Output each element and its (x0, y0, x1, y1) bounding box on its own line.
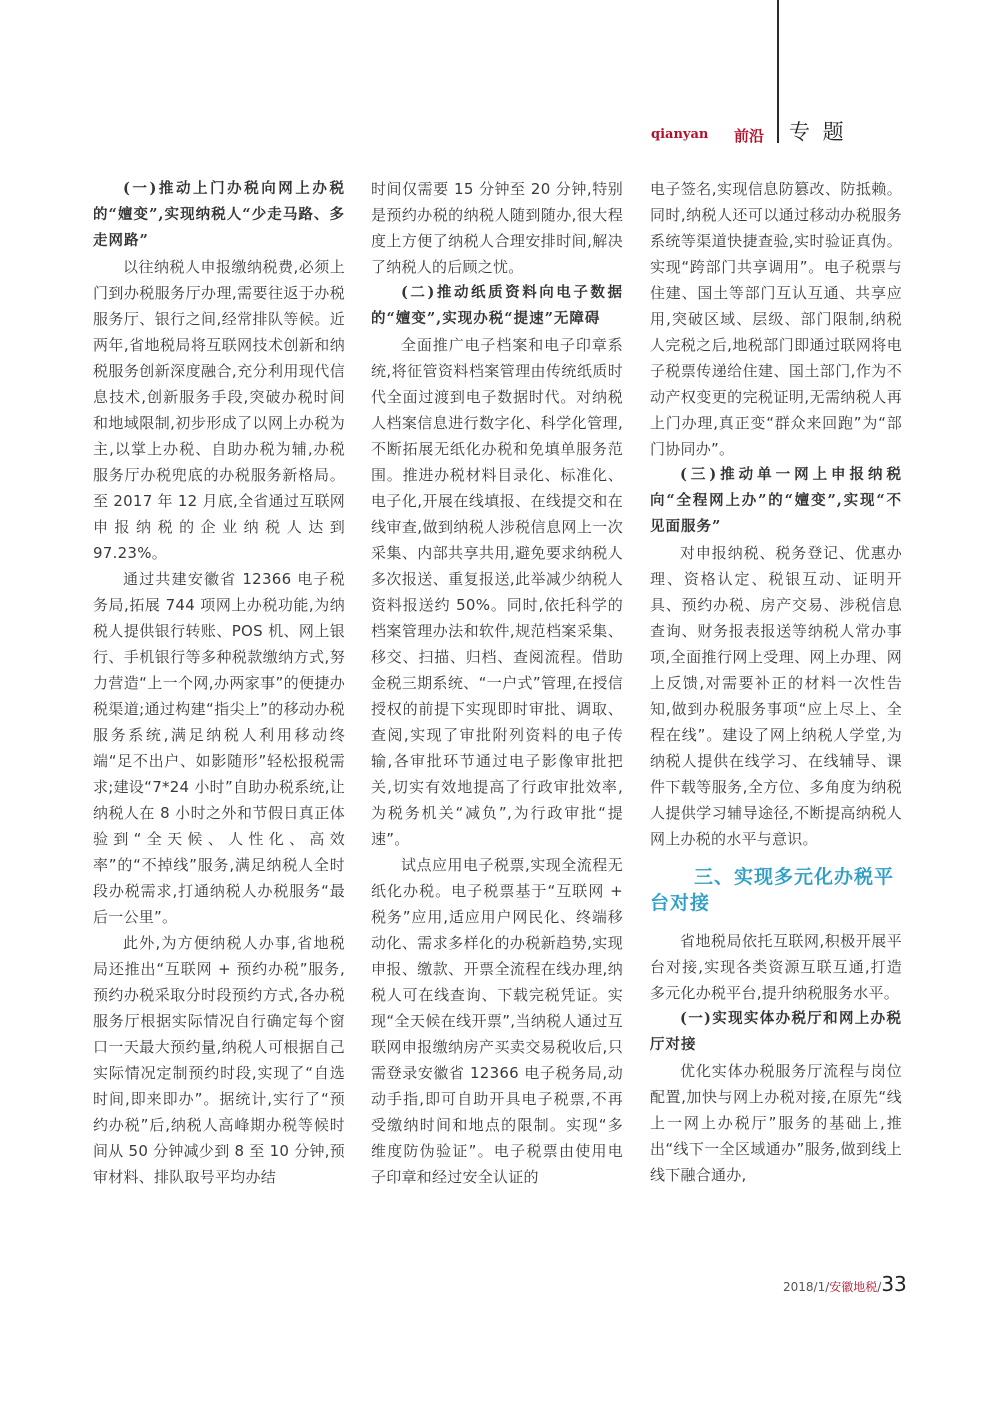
paragraph: 此外,为方便纳税人办事,省地税局还推出“互联网 + 预约办税”服务,预约办税采取分时段预约方式,各办税服务厅根据实际情况自行确定每个窗口一天最大预约量,纳税人可根据自己实际情况定制预约时段,实现了“自选时间,即来即办”。据统计,实行了“预约办税”后,纳税人高峰期办税等候时间从 50 分钟减少到 8 至 10 分钟,预审材料、排队取号平均办结 (93, 934, 345, 1186)
article-column-2 (371, 176, 623, 1190)
paragraph: 全面推广电子档案和电子印章系统,将征管资料档案管理由传统纸质时代全面过渡到电子数据时代。对纳税人档案信息进行数字化、科学化管理,不断拓展无纸化办税和免填单服务范围。推进办税材料目录化、标准化、电子化,开展在线填报、在线提交和在线审查,做到纳税人涉税信息网上一次采集、内部共享共用,避免要求纳税人多次报送、重复报送,此举减少纳税人资料报送约 50%。同时,依托科学的档案管理办法和软件,规范档案采集、移交、扫描、归档、查阅流程。借助金税三期系统、“一户式”管理,在授信授权的前提下实现即时审批、调取、查阅,实现了审批附列资料的电子传输,各审批环节通过电子影像审批把关,切实有效地提高了行政审批效率,为税务机关“减负”,为行政审批“提速”。 (371, 336, 623, 848)
paragraph: 试点应用电子税票,实现全流程无纸化办税。电子税票基于“互联网 + 税务”应用,适应用户网民化、终端移动化、需求多样化的办税新趋势,实现申报、缴款、开票全流程在线办理,纳税人可在线查询、下载完税凭证。实现“全天候在线开票”,当纳税人通过互联网申报缴纳房产买卖交易税收后,只需登录安徽省 12366 电子税务局,动动手指,即可自助开具电子税票,不再受缴纳时间和地点的限制。实现“多维度防伪验证”。电子税票由使用电子印章和经过安全认证的 (371, 856, 623, 1186)
paragraph: 通过共建安徽省 12366 电子税务局,拓展 744 项网上办税功能,为纳税人提供银行转账、POS 机、网上银行、手机银行等多种税款缴纳方式,努力营造“上一个网,办两家事”的便捷办税渠道;通过构建“指尖上”的移动办税服务系统,满足纳税人利用移动终端“足不出户、如影随形”轻松报税需求;建设“7*24 小时”自助办税系统,让纳税人在 8 小时之外和节假日真正体验到“全天候、人性化、高效率”的“不掉线”服务,满足纳税人全时段办税需求,打通纳税人办税服务“最后一公里”。 (93, 570, 345, 926)
paragraph-continued: 电子签名,实现信息防篡改、防抵赖。同时,纳税人还可以通过移动办税服务系统等渠道快捷查验,实时验证真伪。实现“跨部门共享调用”。电子税票与住建、国土等部门互认互通、共享应用,突破区域、层级、部门限制,纳税人完税之后,地税部门即通过联网将电子税票传递给住建、国土部门,作为不动产权变更的完税证明,无需纳税人再上门办理,真正变“群众来回跑”为“部门协同办”。 (650, 180, 902, 458)
subheading: (三)推动单一网上申报纳税向“全程网上办”的“嬗变”,实现“不见面服务” (650, 466, 902, 535)
paragraph: 省地税局依托互联网,积极开展平台对接,实现各类资源互联互通,打造多元化办税平台,提升纳税服务水平。 (650, 932, 902, 1002)
subheading: (二)推动纸质资料向电子数据的“嬗变”,实现办税“提速”无障碍 (371, 284, 623, 327)
footer-issue: 2018/1/ (783, 1280, 830, 1294)
header-topic: 专 题 (789, 120, 847, 144)
section-heading: 三、实现多元化办税平台对接 (650, 866, 895, 914)
article-column-3 (650, 176, 902, 1188)
header-divider-line (777, 0, 779, 143)
article-column-1 (93, 176, 345, 1190)
paragraph-continued: 时间仅需要 15 分钟至 20 分钟,特别是预约办税的纳税人随到随办,很大程度上方便了纳税人合理安排时间,解决了纳税人的后顾之忧。 (371, 180, 623, 276)
subheading: (一)推动上门办税向网上办税的“嬗变”,实现纳税人“少走马路、多走网路” (93, 180, 345, 249)
paragraph: 优化实体办税服务厅流程与岗位配置,加快与网上办税对接,在原先“线上一网上办税厅”服务的基础上,推出“线下一全区域通办”服务,做到线上线下融合通办, (650, 1062, 902, 1184)
header-pinyin: qianyan (651, 127, 709, 142)
paragraph: 对申报纳税、税务登记、优惠办理、资格认定、税银互动、证明开具、预约办税、房产交易、涉税信息查询、财务报表报送等纳税人常办事项,全面推行网上受理、网上办理、网上反馈,对需要补正的材料一次性告知,做到办税服务事项“应上尽上、全程在线”。建设了网上纳税人学堂,为纳税人提供在线学习、在线辅导、课件下载等服务,全方位、多角度为纳税人提供学习辅导途径,不断提高纳税人网上办税的水平与意识。 (650, 544, 902, 848)
paragraph: 以往纳税人申报缴纳税费,必须上门到办税服务厅办理,需要往返于办税服务厅、银行之间,经常排队等候。近两年,省地税局将互联网技术创新和纳税服务创新深度融合,充分利用现代信息技术,创新服务手段,突破办税时间和地域限制,初步形成了以网上办税为主,以掌上办税、自助办税为辅,办税服务厅办税兜底的办税服务新格局。至 2017 年 12 月底,全省通过互联网申报纳税的企业纳税人达到 97.23%。 (93, 258, 345, 562)
footer-separator: / (877, 1280, 882, 1294)
header-column-name: 前沿 (734, 127, 765, 145)
subheading: (一)实现实体办税厅和网上办税厅对接 (650, 1010, 902, 1053)
page-footer (783, 1272, 907, 1296)
footer-magazine: 安徽地税 (829, 1280, 878, 1294)
page-number: 33 (881, 1272, 907, 1296)
